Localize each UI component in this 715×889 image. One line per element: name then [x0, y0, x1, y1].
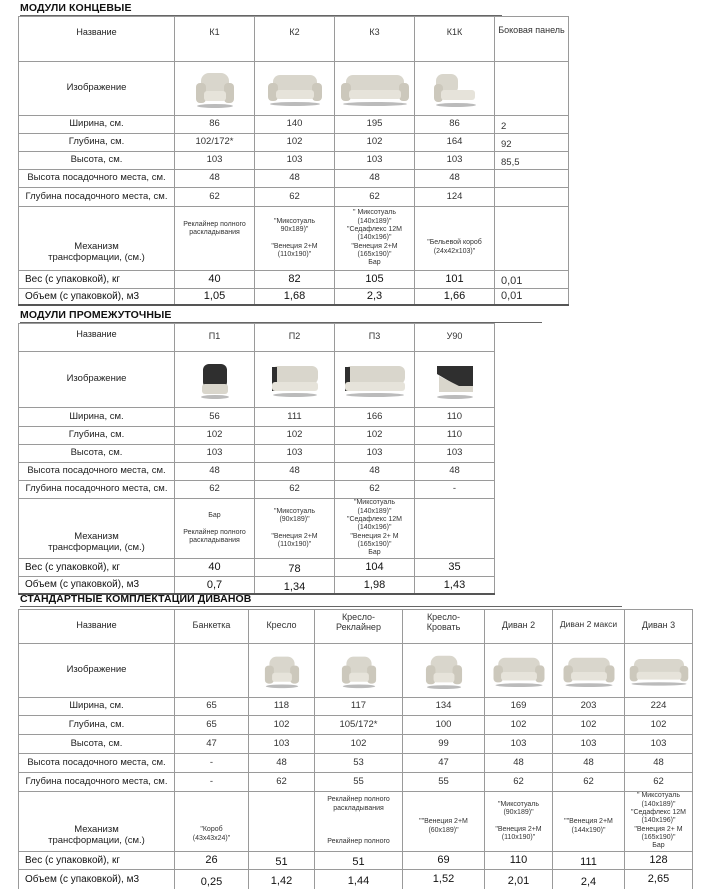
product-image-k3 [335, 62, 415, 116]
cell-seat-depth: - [415, 481, 495, 499]
cell-weight: 26 [175, 852, 249, 870]
table-mid-modules [18, 323, 495, 595]
table-standard-sets [18, 609, 693, 889]
table-end-modules [18, 16, 569, 306]
product-image-empty [495, 62, 569, 116]
cell-seat-height: 48 [175, 170, 255, 188]
middle-two-seat-icon [269, 362, 321, 398]
cell-width: 56 [175, 408, 255, 427]
cell-height: 103 [335, 152, 415, 170]
cell-mechanism [249, 792, 315, 852]
column-name: Кресло [249, 610, 315, 644]
cell-depth: 102 [335, 427, 415, 445]
cell-seat-height: 48 [175, 463, 255, 481]
cell-weight: 69 [403, 852, 485, 870]
column-name: Диван 3 [625, 610, 693, 644]
cell-depth: 102 [485, 716, 553, 735]
column-name: П3 [335, 324, 415, 352]
product-image-p3 [335, 352, 415, 408]
sofa-two-seat-icon [266, 71, 324, 107]
row-label: Высота посадочного места, см. [19, 754, 175, 773]
cell-seat-depth: 62 [255, 188, 335, 207]
cell-seat-depth: 62 [335, 188, 415, 207]
corner-chaise-icon [432, 70, 478, 108]
cell-weight: 78 [255, 559, 335, 577]
cell-volume: 2,01 [485, 870, 553, 889]
row-label: Название [19, 324, 175, 352]
row-label: Объем (с упаковкой), м3 [19, 870, 175, 889]
cell-seat-height: 47 [403, 754, 485, 773]
armchair-icon [339, 653, 379, 689]
row-label: Изображение [19, 62, 175, 116]
cell-volume: 2,4 [553, 870, 625, 889]
sofa-two-seat-icon [491, 654, 547, 688]
cell-seat-depth: 62 [249, 773, 315, 792]
product-image-sofa-2 [485, 644, 553, 698]
product-image-sofa-2-maxi [553, 644, 625, 698]
column-name: П2 [255, 324, 335, 352]
cell-depth: 100 [403, 716, 485, 735]
middle-three-seat-icon [342, 362, 408, 398]
cell-width: 118 [249, 698, 315, 716]
cell-depth: 105/172* [315, 716, 403, 735]
cell-seat-depth [495, 188, 569, 207]
row-label: Глубина посадочного места, см. [19, 188, 175, 207]
cell-width: 111 [255, 408, 335, 427]
cell-weight: 51 [315, 852, 403, 870]
product-image-u90 [415, 352, 495, 408]
cell-width: 203 [553, 698, 625, 716]
cell-width: 140 [255, 116, 335, 134]
cell-weight: 82 [255, 271, 335, 289]
cell-height: 103 [175, 445, 255, 463]
cell-seat-height: 48 [249, 754, 315, 773]
cell-width: 134 [403, 698, 485, 716]
cell-mechanism: " Миксотуаль (140x189)" "Седафлекс 12М (140x196)" "Венеция 2+ М (165x190)" Бар [625, 792, 693, 852]
product-image-chair-bed [403, 644, 485, 698]
cell-depth: 164 [415, 134, 495, 152]
row-label: Высота, см. [19, 735, 175, 754]
cell-seat-height: 48 [415, 463, 495, 481]
cell-seat-height: 48 [553, 754, 625, 773]
cell-seat-depth: 62 [335, 481, 415, 499]
cell-mechanism: " Миксотуаль (140x189)" "Седафлекс 12М (140x196)" "Венеция 2+М (165x190)" Бар [335, 207, 415, 271]
cell-height: 103 [553, 735, 625, 754]
row-label: Название [19, 17, 175, 62]
cell-seat-height: 48 [255, 463, 335, 481]
row-label: Объем (с упаковкой), м3 [19, 288, 175, 305]
cell-volume: 1,43 [415, 576, 495, 594]
cell-width: 195 [335, 116, 415, 134]
sofa-two-seat-icon [559, 654, 619, 688]
cell-mechanism: "Миксотуаль (90x189)" "Венеция 2+М (110x190)" [485, 792, 553, 852]
sofa-three-seat-icon [628, 655, 690, 687]
cell-seat-depth: 55 [315, 773, 403, 792]
cell-width: 169 [485, 698, 553, 716]
row-label: Вес (с упаковкой), кг [19, 559, 175, 577]
cell-volume: 0,7 [175, 576, 255, 594]
cell-volume: 1,98 [335, 576, 415, 594]
cell-height: 103 [485, 735, 553, 754]
cell-height: 103 [175, 152, 255, 170]
column-name: Диван 2 [485, 610, 553, 644]
cell-seat-depth: 62 [625, 773, 693, 792]
cell-width: 65 [175, 698, 249, 716]
row-label: Глубина посадочного места, см. [19, 773, 175, 792]
cell-mechanism: ""Венеция 2+М (60x189)" [403, 792, 485, 852]
cell-depth: 65 [175, 716, 249, 735]
cell-width: 86 [415, 116, 495, 134]
section-title-end-modules: МОДУЛИ КОНЦЕВЫЕ [20, 2, 132, 14]
cell-weight: 105 [335, 271, 415, 289]
cell-height: 103 [415, 445, 495, 463]
cell-weight: 51 [249, 852, 315, 870]
cell-mechanism: "Миксотуаль 90x189)" "Венеция 2+М (110x190)" [255, 207, 335, 271]
cell-seat-depth: 62 [255, 481, 335, 499]
cell-depth: 102 [335, 134, 415, 152]
column-name: К1К [415, 17, 495, 62]
cell-width: 86 [175, 116, 255, 134]
section-title-standard-sets: СТАНДАРТНЫЕ КОМПЛЕКТАЦИИ ДИВАНОВ [20, 593, 252, 605]
cell-volume: 2,3 [335, 288, 415, 305]
cell-seat-depth: 62 [175, 481, 255, 499]
cell-depth: 102 [249, 716, 315, 735]
cell-mechanism: Реклайнер полного раскладывания [175, 207, 255, 271]
cell-width: 117 [315, 698, 403, 716]
cell-width: 166 [335, 408, 415, 427]
cell-depth: 102 [175, 427, 255, 445]
cell-mechanism: Бар Реклайнер полного раскладывания [175, 499, 255, 559]
cell-weight: 101 [415, 271, 495, 289]
product-image-p2 [255, 352, 335, 408]
column-name: Боковая панель [495, 17, 569, 62]
cell-volume: 1,66 [415, 288, 495, 305]
cell-width: 224 [625, 698, 693, 716]
row-label: Глубина посадочного места, см. [19, 481, 175, 499]
column-name: П1 [175, 324, 255, 352]
row-label: Изображение [19, 644, 175, 698]
product-image-empty [175, 644, 249, 698]
row-label: Высота посадочного места, см. [19, 170, 175, 188]
cell-volume: 1,34 [255, 576, 335, 594]
cell-seat-height: 48 [415, 170, 495, 188]
cell-seat-height: 48 [335, 463, 415, 481]
cell-volume: 0,25 [175, 870, 249, 889]
cell-mechanism [415, 499, 495, 559]
sofa-three-seat-icon [339, 71, 411, 107]
cell-height: 103 [255, 152, 335, 170]
cell-height: 103 [249, 735, 315, 754]
product-image-k1k [415, 62, 495, 116]
column-name: К3 [335, 17, 415, 62]
column-name: Кресло-Кровать [403, 610, 485, 644]
cell-mechanism: "Короб (43x43x24)" [175, 792, 249, 852]
cell-seat-height: 48 [255, 170, 335, 188]
row-label: Глубина, см. [19, 134, 175, 152]
column-name: К2 [255, 17, 335, 62]
product-image-sofa-3 [625, 644, 693, 698]
cell-depth: 102 [553, 716, 625, 735]
cell-height: 103 [625, 735, 693, 754]
cell-depth: 102 [255, 427, 335, 445]
cell-height: 47 [175, 735, 249, 754]
corner-seat-icon [433, 360, 477, 400]
cell-height: 103 [415, 152, 495, 170]
row-label: Высота, см. [19, 445, 175, 463]
cell-depth: 102/172* [175, 134, 255, 152]
row-label: Глубина, см. [19, 427, 175, 445]
cell-volume: 0,01 [495, 288, 569, 305]
cell-mechanism [495, 207, 569, 271]
row-label: Высота посадочного места, см. [19, 463, 175, 481]
cell-weight: 104 [335, 559, 415, 577]
cell-volume: 1,05 [175, 288, 255, 305]
cell-mechanism: "Миксотуаль (90x189)" "Венеция 2+М (110x190)" [255, 499, 335, 559]
row-label: Механизм трансформации, (см.) [19, 792, 175, 852]
row-label: Объем (с упаковкой), м3 [19, 576, 175, 594]
cell-volume: 2,65 [625, 870, 693, 889]
cell-weight: 35 [415, 559, 495, 577]
cell-height: 99 [403, 735, 485, 754]
row-label: Механизм трансформации, (см.) [19, 499, 175, 559]
cell-weight: 40 [175, 559, 255, 577]
cell-weight: 128 [625, 852, 693, 870]
cell-volume: 1,42 [249, 870, 315, 889]
column-name: Кресло-Реклайнер [315, 610, 403, 644]
row-label: Ширина, см. [19, 116, 175, 134]
cell-weight: 111 [553, 852, 625, 870]
cell-seat-depth: 62 [175, 188, 255, 207]
column-name: Банкетка [175, 610, 249, 644]
column-name: У90 [415, 324, 495, 352]
cell-weight: 40 [175, 271, 255, 289]
cell-seat-height: 53 [315, 754, 403, 773]
cell-height: 85,5 [495, 152, 569, 170]
row-label: Ширина, см. [19, 408, 175, 427]
row-label: Механизм трансформации, (см.) [19, 207, 175, 271]
cell-height: 102 [315, 735, 403, 754]
row-label: Изображение [19, 352, 175, 408]
middle-seat-icon [197, 360, 233, 400]
cell-seat-depth: 124 [415, 188, 495, 207]
armchair-icon [423, 652, 465, 690]
cell-mechanism: "Миксотуаль (140x189)" "Седафлекс 12М (140x196)" "Венеция 2+ М (165x190)" Бар [335, 499, 415, 559]
cell-height: 103 [335, 445, 415, 463]
cell-depth: 102 [255, 134, 335, 152]
product-image-armchair [249, 644, 315, 698]
cell-depth: 92 [495, 134, 569, 152]
armchair-icon [262, 653, 302, 689]
row-label: Название [19, 610, 175, 644]
armchair-icon [193, 69, 237, 109]
column-name: К1 [175, 17, 255, 62]
cell-seat-depth: 62 [485, 773, 553, 792]
cell-mechanism: Реклайнер полного раскладывания Реклайнер полного [315, 792, 403, 852]
cell-volume: 1,44 [315, 870, 403, 889]
product-image-k1 [175, 62, 255, 116]
cell-depth: 102 [625, 716, 693, 735]
cell-seat-height: 48 [625, 754, 693, 773]
cell-height: 103 [255, 445, 335, 463]
cell-seat-depth: 62 [553, 773, 625, 792]
product-image-k2 [255, 62, 335, 116]
row-label: Высота, см. [19, 152, 175, 170]
section-title-mid-modules: МОДУЛИ ПРОМЕЖУТОЧНЫЕ [20, 309, 172, 321]
cell-seat-depth: 55 [403, 773, 485, 792]
cell-seat-height: - [175, 754, 249, 773]
cell-depth: 110 [415, 427, 495, 445]
row-label: Вес (с упаковкой), кг [19, 271, 175, 289]
product-image-p1 [175, 352, 255, 408]
cell-weight: 110 [485, 852, 553, 870]
cell-mechanism: ""Венеция 2+М (144x190)" [553, 792, 625, 852]
cell-weight: 0,01 [495, 271, 569, 289]
cell-seat-height: 48 [335, 170, 415, 188]
cell-seat-height: 48 [485, 754, 553, 773]
product-image-recliner [315, 644, 403, 698]
cell-width: 110 [415, 408, 495, 427]
cell-mechanism: "Бельевой короб (24x42x103)" [415, 207, 495, 271]
cell-seat-height [495, 170, 569, 188]
cell-volume: 1,52 [403, 870, 485, 889]
row-label: Глубина, см. [19, 716, 175, 735]
cell-seat-depth: - [175, 773, 249, 792]
row-label: Вес (с упаковкой), кг [19, 852, 175, 870]
column-name: Диван 2 макси [553, 610, 625, 644]
cell-width: 2 [495, 116, 569, 134]
cell-volume: 1,68 [255, 288, 335, 305]
row-label: Ширина, см. [19, 698, 175, 716]
